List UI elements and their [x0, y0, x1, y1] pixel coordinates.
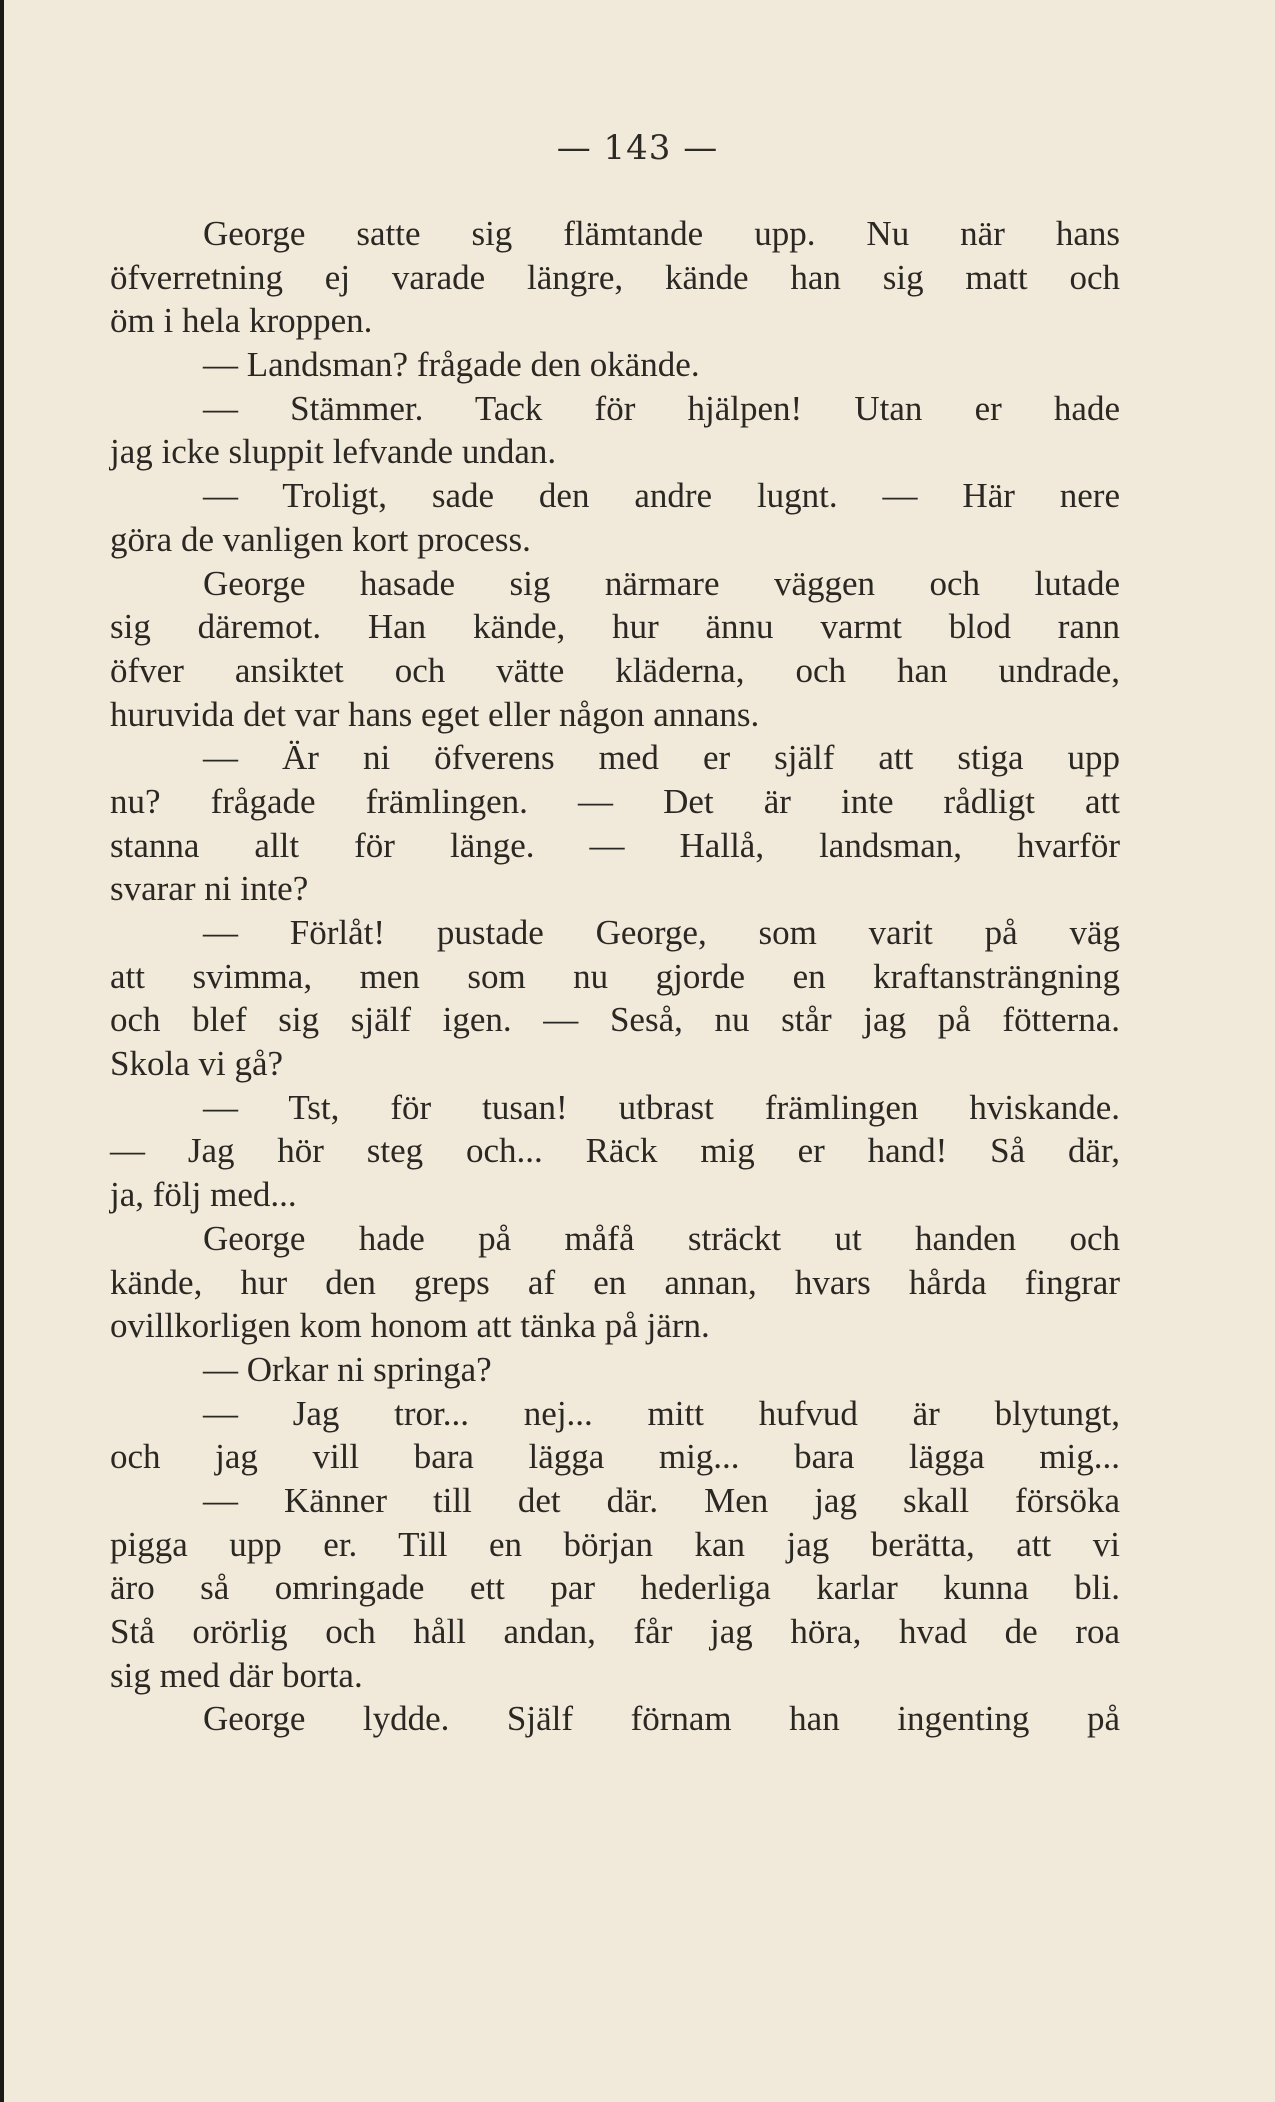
text-line: öm i hela kroppen.	[110, 301, 373, 341]
text-line: — Orkar ni springa?	[203, 1349, 492, 1389]
body-text	[110, 212, 1120, 1741]
text-line: — Troligt, sade den andre lugnt. — Här nere	[203, 476, 1120, 516]
page-number: — 143 —	[556, 128, 719, 168]
text-line: att svimma, men som nu gjorde en kraftansträngning	[110, 956, 1120, 996]
text-line: George hade på måfå sträckt ut handen och	[203, 1218, 1120, 1258]
text-line: — Stämmer. Tack för hjälpen! Utan er hade	[203, 388, 1120, 428]
text-line: och blef sig själf igen. — Seså, nu står jag på fötterna.	[110, 1000, 1120, 1040]
text-line: jag icke sluppit lefvande undan.	[110, 432, 557, 472]
text-line: göra de vanligen kort process.	[110, 519, 531, 559]
text-line: George satte sig flämtande upp. Nu när hans	[203, 214, 1120, 253]
text-line: sig däremot. Han kände, hur ännu varmt blod rann	[110, 607, 1120, 647]
text-line: — Jag tror... nej... mitt hufvud är blytungt,	[203, 1393, 1120, 1433]
text-line: ovillkorligen kom honom att tänka på järn.	[110, 1306, 710, 1346]
text-line: kände, hur den greps af en annan, hvars hårda fingrar	[110, 1262, 1120, 1302]
text-line: äro så omringade ett par hederliga karlar kunna bli.	[110, 1568, 1120, 1608]
text-line: — Är ni öfverens med er själf att stiga upp	[203, 738, 1120, 778]
text-line: nu? frågade främlingen. — Det är inte rådligt att	[110, 781, 1120, 821]
text-line: George hasade sig närmare väggen och lutade	[203, 563, 1120, 603]
text-line: — Känner till det där. Men jag skall försöka	[203, 1480, 1120, 1520]
text-line: pigga upp er. Till en början kan jag berätta, att vi	[110, 1524, 1120, 1564]
text-line: — Landsman? frågade den okände.	[203, 345, 700, 385]
text-line: stanna allt för länge. — Hallå, landsman, hvarför	[110, 825, 1120, 865]
text-line: — Jag hör steg och... Räck mig er hand! Så där,	[110, 1131, 1120, 1171]
text-line: öfver ansiktet och vätte kläderna, och han undrade,	[110, 650, 1120, 690]
text-line: svarar ni inte?	[110, 869, 309, 909]
text-line: ja, följ med...	[110, 1175, 297, 1215]
text-line: Skola vi gå?	[110, 1044, 284, 1084]
text-line: och jag vill bara lägga mig... bara lägga mig...	[110, 1437, 1120, 1477]
text-line: Stå orörlig och håll andan, får jag höra, hvad de roa	[110, 1612, 1120, 1651]
text-line: George lydde. Själf förnam han ingenting på	[203, 1699, 1120, 1739]
text-line: sig med där borta.	[110, 1655, 363, 1695]
text-line: öfverretning ej varade längre, kände han sig matt och	[110, 257, 1120, 297]
text-line: — Tst, för tusan! utbrast främlingen hviskande.	[203, 1087, 1120, 1127]
text-line: — Förlåt! pustade George, som varit på väg	[203, 913, 1120, 952]
text-line: huruvida det var hans eget eller någon annans.	[110, 694, 760, 734]
